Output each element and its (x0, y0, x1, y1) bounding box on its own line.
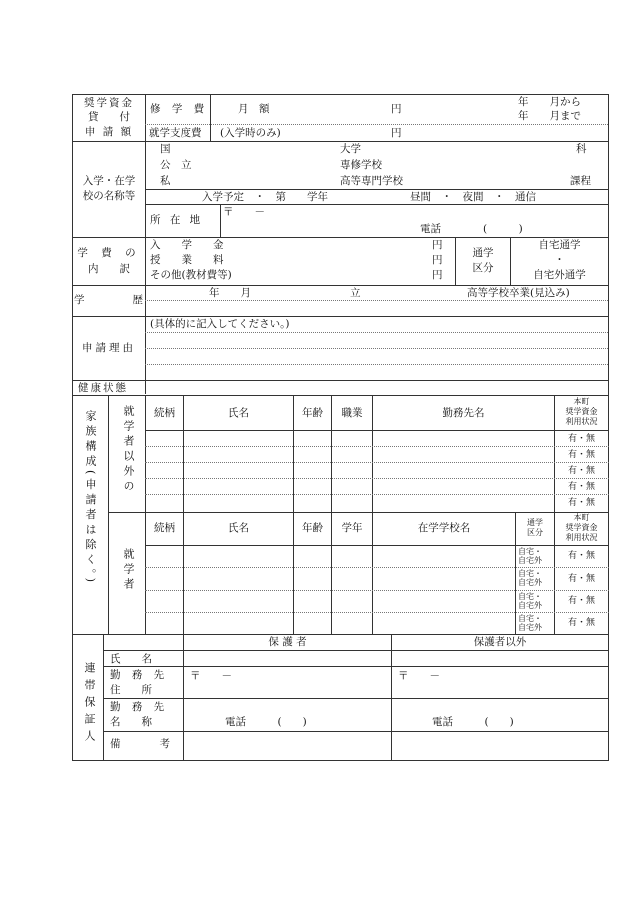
tuition-label: 修 学 費 (150, 103, 209, 115)
family-nonstudent-label: 就学者以外の (122, 405, 135, 495)
support-note: (入学時のみ) (220, 127, 281, 139)
guarantor-name-label: 氏 名 (110, 653, 152, 665)
frame-left (72, 94, 73, 760)
fee-tuition: 授 業 料 (150, 254, 224, 266)
stu-commute-2b: 自宅外 (518, 578, 542, 587)
guarantor-workaddr-label-2: 住 所 (110, 684, 152, 696)
family-label: 家族構成(申請者は除く。) (84, 410, 97, 587)
stu-commute-3a: 自宅・ (518, 592, 542, 601)
school-postal: 〒 － (223, 206, 265, 218)
stu-h-commute-2: 区分 (527, 528, 543, 537)
fam-h-name: 氏名 (228, 407, 249, 419)
line-guarantor-top (72, 634, 609, 635)
school-course: 課程 (570, 175, 591, 187)
frame-bottom (72, 760, 609, 761)
guarantor-phone-2: 電話 ( ) (432, 716, 514, 728)
support-yen: 円 (391, 127, 402, 139)
stu-commute-3b: 自宅外 (518, 601, 542, 610)
guarantor-col-guardian: 保 護 者 (268, 636, 307, 648)
fam-status-2: 有・無 (567, 450, 595, 460)
stu-commute-4a: 自宅・ (518, 614, 542, 623)
history-label: 学 歴 (74, 294, 152, 306)
commute-label-1: 通学 (472, 247, 494, 259)
fee-tuition-yen: 円 (432, 254, 443, 266)
school-phone: 電話 ( ) (420, 223, 523, 235)
fam-h-age: 年齢 (302, 407, 323, 419)
guarantor-workaddr-label-1: 勤 務 先 (110, 669, 169, 681)
stu-h-age: 年齢 (302, 522, 323, 534)
fam-h-status-3: 利用状況 (565, 417, 598, 426)
stu-commute-1a: 自宅・ (518, 547, 542, 556)
line-reason-top (72, 316, 609, 317)
fee-other-yen: 円 (432, 269, 443, 281)
history-established: 立 (350, 287, 361, 299)
stu-h-status-2: 奨学資金 (565, 523, 598, 532)
frame-right (608, 94, 609, 760)
stu-h-relation: 続柄 (154, 522, 175, 534)
school-label-2: 校の名称等 (82, 190, 136, 202)
fam-status-1: 有・無 (567, 434, 595, 444)
guarantor-postal-2: 〒 － (398, 670, 440, 682)
commute-label-2: 区分 (472, 262, 494, 274)
guarantor-workname-label-1: 勤 務 先 (110, 701, 169, 713)
line-history-top (72, 285, 609, 286)
stu-commute-4b: 自宅外 (518, 623, 542, 632)
stu-h-school: 在学学校名 (417, 522, 471, 534)
fam-status-4: 有・無 (567, 482, 595, 492)
commute-home: 自宅通学 (538, 239, 581, 251)
school-vocational: 専修学校 (340, 159, 382, 171)
stu-commute-2a: 自宅・ (518, 569, 542, 578)
school-enroll: 入学予定 ・ 第 学年 (202, 191, 328, 203)
guarantor-col-other: 保護者以外 (473, 636, 527, 648)
fees-label-1: 学 費 の (77, 247, 141, 259)
stu-h-status-1: 本町 (573, 513, 590, 522)
monthly-label: 月 額 (238, 103, 270, 115)
line-family-top (72, 395, 609, 396)
commute-away: 自宅外通学 (533, 269, 586, 281)
fees-label-2: 内 訳 (88, 263, 130, 275)
frame-top (72, 94, 609, 95)
support-label: 就学支度費 (149, 127, 202, 139)
school-address-label: 所 在 地 (150, 214, 204, 226)
loan-label-2: 貸 付 (88, 111, 130, 123)
school-type-private: 私 (160, 175, 171, 187)
fam-h-relation: 続柄 (154, 407, 175, 419)
loan-label-1: 奨学資金 (84, 97, 134, 109)
guarantor-notes-label: 備 考 (110, 738, 176, 750)
stu-status-1: 有・無 (567, 551, 595, 561)
school-technical: 高等専門学校 (340, 175, 403, 187)
stu-h-grade: 学年 (341, 522, 363, 534)
fam-h-job: 職業 (341, 407, 363, 419)
health-label: 健康状態 (78, 382, 128, 394)
label-column-divider (145, 94, 146, 394)
fam-status-3: 有・無 (567, 466, 595, 476)
guarantor-workname-label-2: 名 称 (110, 716, 152, 728)
stu-status-4: 有・無 (567, 618, 595, 628)
commute-dot: ・ (554, 254, 565, 266)
guarantor-postal-1: 〒 － (190, 670, 232, 682)
line-fees-top (72, 237, 609, 238)
fee-admission: 入 学 金 (150, 239, 224, 251)
guarantor-label: 連帯保証人 (83, 662, 96, 747)
fam-status-5: 有・無 (567, 498, 595, 508)
fam-h-status-2: 奨学資金 (565, 407, 598, 416)
line-health-top (72, 380, 609, 381)
fee-other: その他(教材費等) (150, 269, 232, 281)
loan-label-3: 申 請 額 (84, 126, 134, 138)
school-label-1: 入学・在学 (82, 175, 136, 187)
family-student-label: 就学者 (122, 548, 135, 593)
tuition-yen: 円 (391, 103, 402, 115)
guarantor-phone-1: 電話 ( ) (225, 716, 307, 728)
period-to: 年 月まで (518, 110, 581, 122)
stu-h-name: 氏名 (228, 522, 249, 534)
history-date: 年 月 (209, 287, 251, 299)
fee-admission-yen: 円 (432, 239, 443, 251)
fam-h-status-1: 本町 (573, 397, 590, 406)
stu-h-status-3: 利用状況 (565, 533, 598, 542)
stu-status-2: 有・無 (567, 574, 595, 584)
school-dept: 科 (576, 143, 587, 155)
school-univ: 大学 (340, 143, 361, 155)
period-from: 年 月から (518, 96, 581, 108)
school-modes: 昼間 ・ 夜間 ・ 通信 (410, 191, 536, 203)
fam-h-work: 勤務先名 (442, 407, 485, 419)
school-type-public: 公 立 (160, 159, 192, 171)
stu-commute-1b: 自宅外 (518, 556, 542, 565)
reason-note: (具体的に記入してください。) (150, 318, 290, 330)
stu-h-commute-1: 通学 (527, 518, 543, 527)
line-school-top (72, 141, 609, 142)
stu-status-3: 有・無 (567, 596, 595, 606)
reason-label: 申請理由 (82, 342, 136, 354)
school-type-national: 国 (160, 143, 171, 155)
history-grad: 高等学校卒業(見込み) (467, 287, 570, 299)
